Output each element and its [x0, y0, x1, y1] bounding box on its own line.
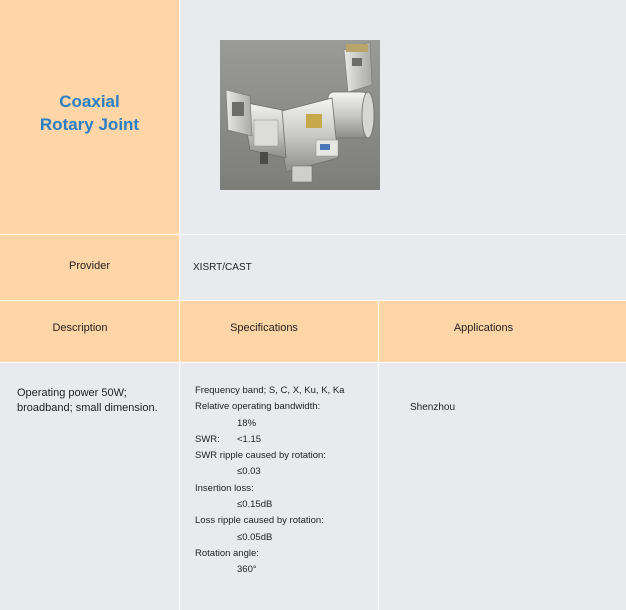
description-line-1: Operating power 50W; [17, 387, 127, 399]
spec-rotation-value: 360° [237, 564, 257, 576]
grid-line [378, 301, 379, 610]
description-text [17, 386, 167, 416]
spec-bandwidth-value: 18% [237, 417, 257, 429]
title-line-1: Coaxial [59, 92, 120, 111]
applications-header-text: Applications [453, 322, 514, 334]
specifications-list [195, 383, 344, 579]
description-line-2: broadband; small dimension. [17, 402, 158, 414]
rotary-joint-image [220, 40, 380, 190]
description-header-text: Description [52, 322, 108, 334]
spec-swr [195, 432, 344, 448]
spec-bandwidth-label: Relative operating bandwidth: [195, 401, 321, 413]
applications-body-cell [379, 363, 626, 610]
spec-frequency-band: Frequency band; S, C, X, Ku, K, Ka [195, 385, 345, 396]
grid-line [0, 362, 626, 363]
grid-line [179, 0, 180, 610]
spec-swr-label: SWR: [195, 433, 220, 445]
spec-swr-ripple-value: ≤0.03 [237, 466, 261, 478]
spec-insertion-loss-value: ≤0.15dB [237, 499, 273, 511]
specifications-header-text: Specifications [230, 322, 298, 334]
grid-line [0, 234, 626, 235]
product-title [0, 90, 179, 136]
title-line-2: Rotary Joint [39, 115, 140, 134]
spec-rotation-label: Rotation angle: [195, 547, 259, 559]
grid-line [0, 300, 626, 301]
applications-value: Shenzhou [410, 402, 456, 413]
provider-value: XISRT/CAST [193, 262, 252, 273]
spec-swr-value: <1.15 [237, 433, 262, 445]
spec-loss-ripple-label: Loss ripple caused by rotation: [195, 515, 324, 527]
spec-insertion-loss-label: Insertion loss: [195, 482, 254, 494]
spec-loss-ripple-value: ≤0.05dB [237, 531, 273, 543]
product-photo [220, 40, 380, 190]
spec-swr-ripple-label: SWR ripple caused by rotation: [195, 450, 326, 462]
provider-label-text: Provider [69, 260, 110, 272]
